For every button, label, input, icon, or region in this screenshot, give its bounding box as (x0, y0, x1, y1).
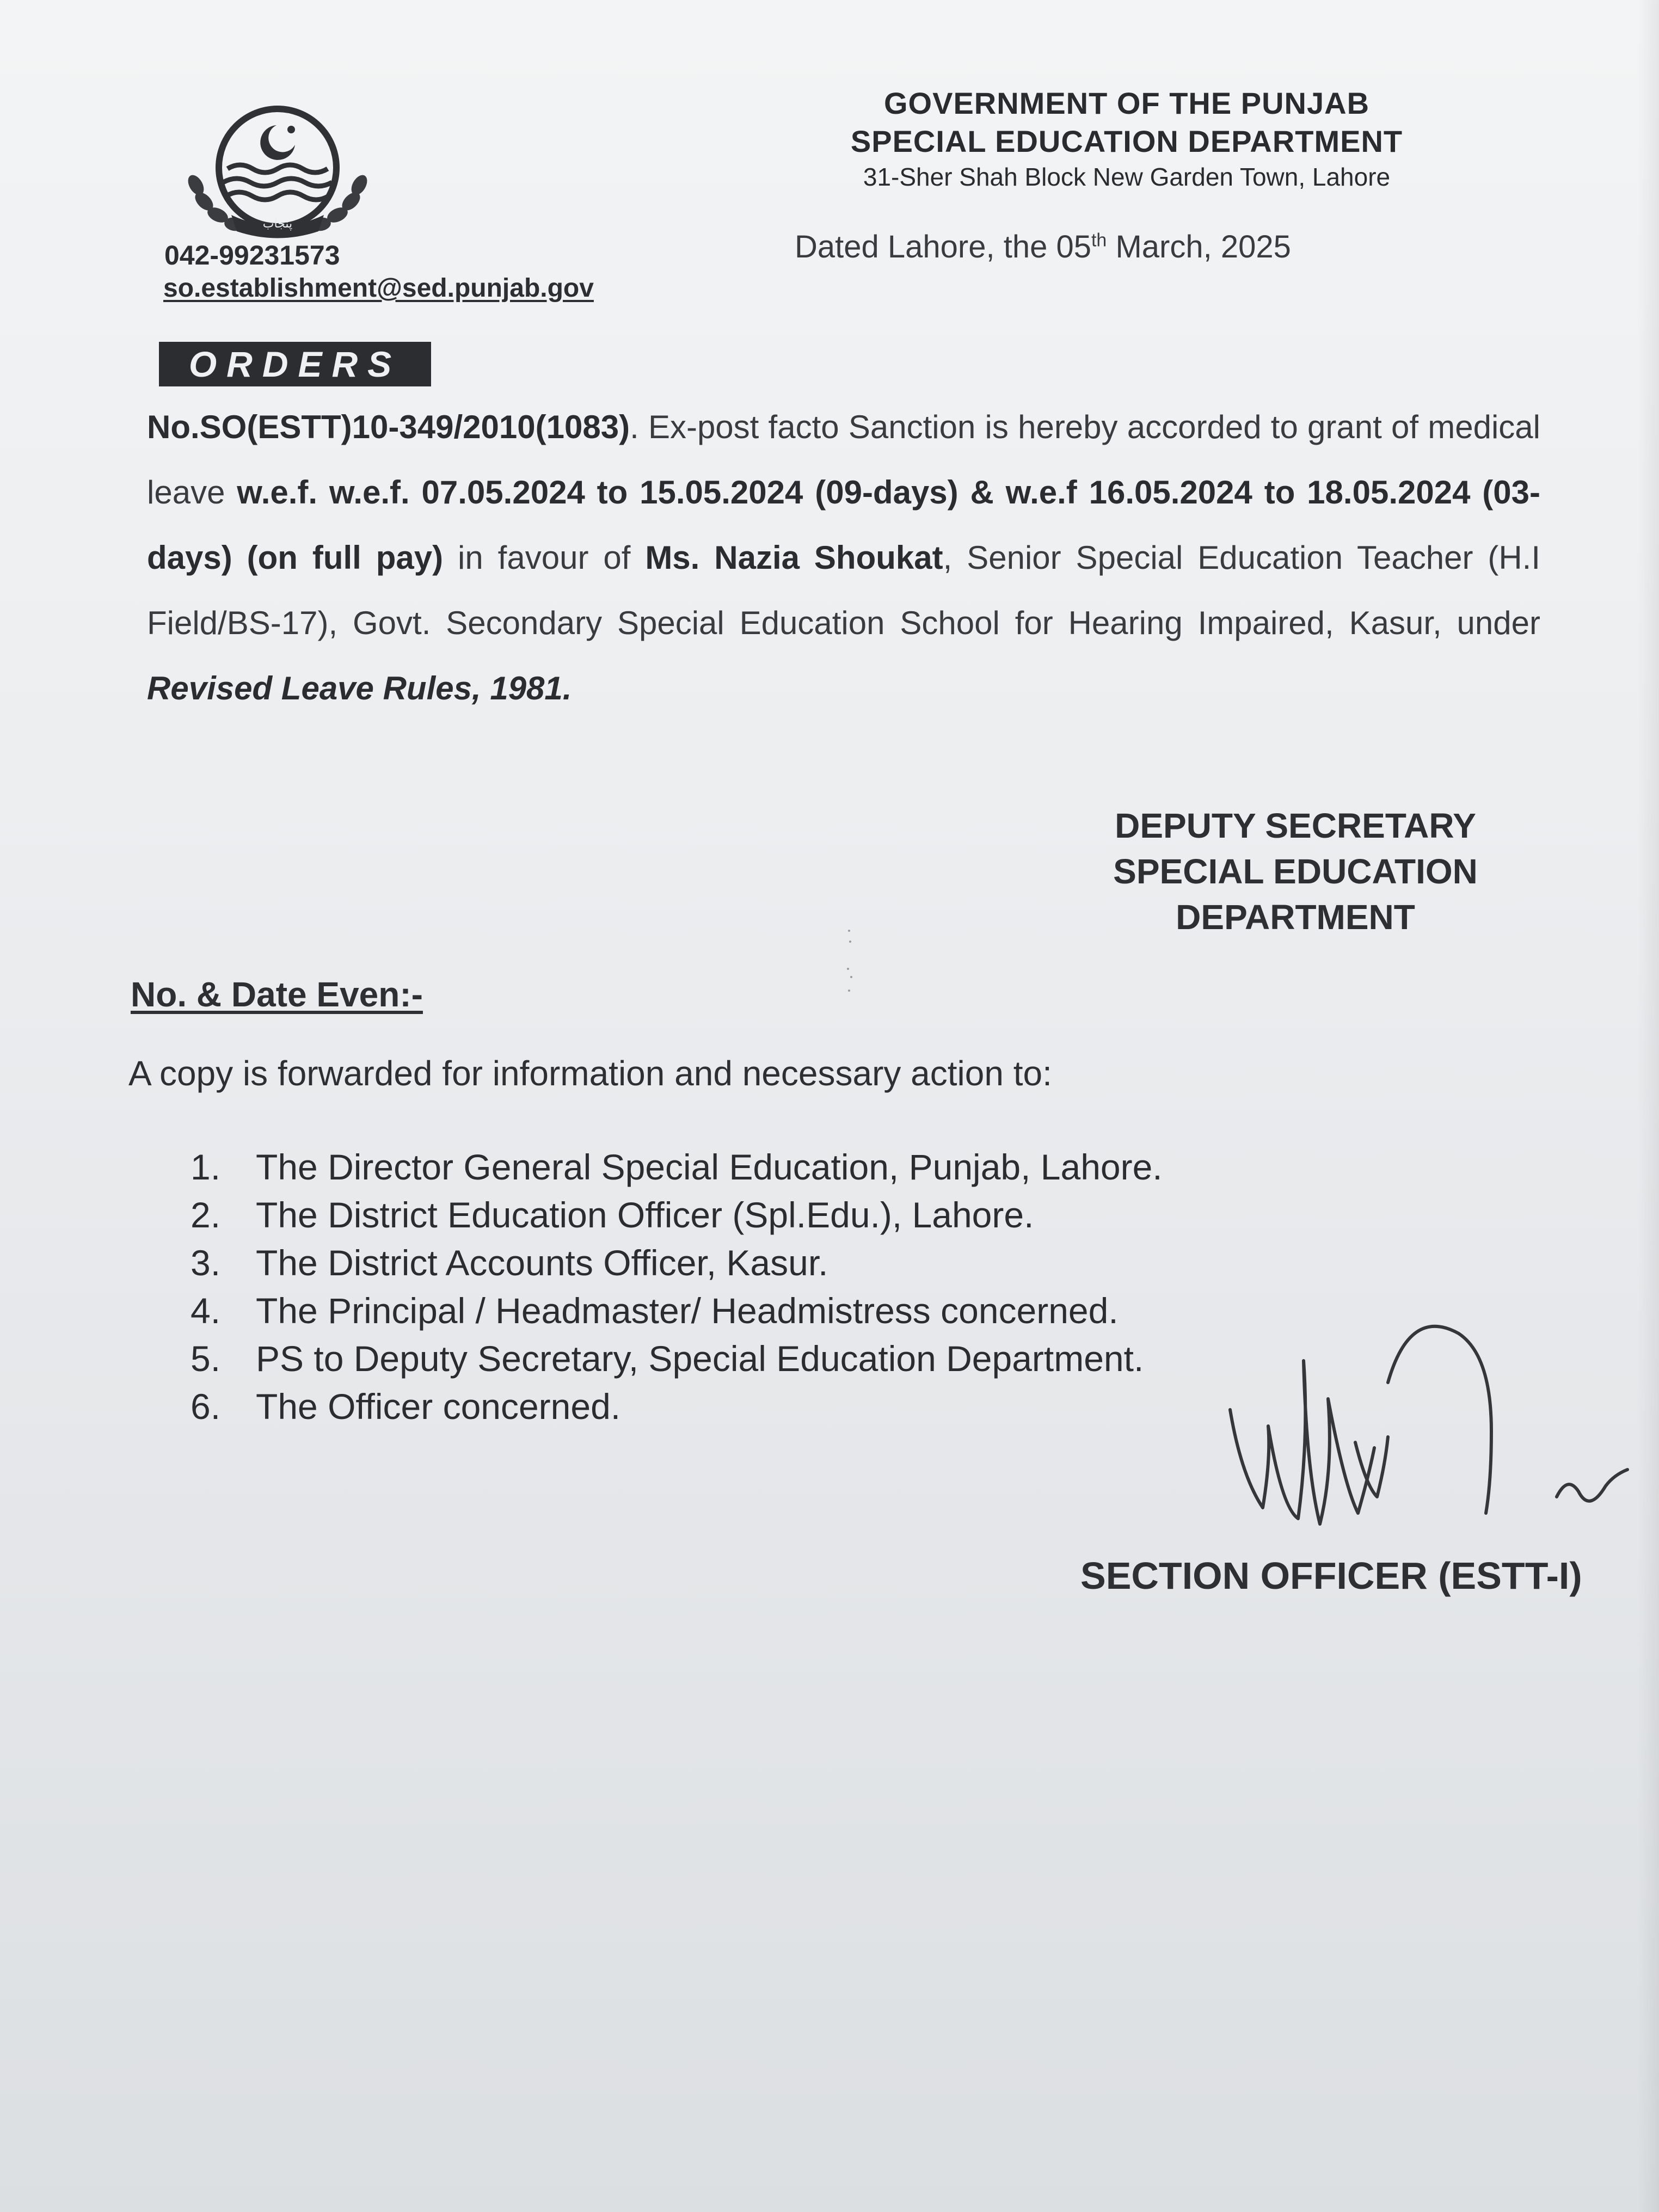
handwritten-signature (1208, 1317, 1655, 1546)
deputy-secretary-signatory (1050, 803, 1540, 940)
list-item-text: The Director General Special Education, Punjab, Lahore. (256, 1147, 1163, 1187)
signatory1-line3: DEPARTMENT (1176, 898, 1415, 937)
list-item-number: 4. (191, 1291, 221, 1331)
seal-icon (180, 103, 376, 239)
contact-email[interactable]: so.establishment@sed.punjab.gov (163, 274, 594, 303)
letterhead-header (773, 84, 1480, 193)
page-edge-shadow (1637, 0, 1659, 2212)
list-item-number: 3. (191, 1243, 221, 1283)
list-item-text: The District Accounts Officer, Kasur. (256, 1243, 828, 1283)
signatory1-line1: DEPUTY SECRETARY (1115, 806, 1476, 845)
list-item (191, 1191, 1442, 1239)
contact-phone: 042-99231573 (164, 240, 340, 271)
leave-period: w.e.f. w.e.f. 07.05.2024 to 15.05.2024 (09-days) & w.e.f 16.05.2024 to 18.05.2024 (03-days) (on full pay) (147, 474, 1540, 576)
government-title: GOVERNMENT OF THE PUNJAB (883, 86, 1370, 120)
employee-name: Ms. Nazia Shoukat (645, 539, 943, 576)
list-item-number: 1. (191, 1147, 221, 1187)
department-address: 31-Sher Shah Block New Garden Town, Lahore (863, 163, 1391, 191)
distribution-intro: A copy is forwarded for information and necessary action to: (128, 1054, 1052, 1093)
signature-icon (1208, 1317, 1655, 1546)
order-paragraph (147, 395, 1540, 721)
list-item-number: 6. (191, 1386, 221, 1427)
list-item (191, 1239, 1442, 1287)
distribution-heading: No. & Date Even:- (131, 975, 423, 1014)
signatory1-line2: SPECIAL EDUCATION (1113, 852, 1478, 891)
list-item-text: The Officer concerned. (256, 1386, 621, 1427)
order-reference-number: No.SO(ESTT)10-349/2010(1083) (147, 409, 630, 445)
order-text-3: , Senior Special Education Teacher (H.I Field/BS-17), Govt. Secondary Special Education School for Hearing Impaired, Kasur, under (147, 539, 1540, 641)
list-item-number: 5. (191, 1338, 221, 1379)
list-item-text: PS to Deputy Secretary, Special Education Department. (256, 1338, 1144, 1379)
section-officer-signatory: SECTION OFFICER (ESTT-I) (1080, 1554, 1582, 1597)
date-prefix: Dated Lahore, the 05 (795, 229, 1091, 265)
punjab-seal-logo (180, 103, 376, 239)
orders-heading: ORDERS (159, 342, 431, 386)
date-ordinal: th (1091, 230, 1107, 251)
paper-speck-marks (838, 925, 871, 996)
list-item (191, 1143, 1442, 1191)
list-item-text: The District Education Officer (Spl.Edu.), Lahore. (256, 1195, 1034, 1235)
leave-rules: Revised Leave Rules, 1981. (147, 670, 572, 706)
seal-text: پنجاب (262, 217, 293, 231)
letter-date (795, 229, 1291, 265)
order-text-1: . Ex-post facto Sanction is hereby accorded to grant of medical leave (147, 409, 1540, 511)
list-item-text: The Principal / Headmaster/ Headmistress concerned. (256, 1291, 1119, 1331)
department-title: SPECIAL EDUCATION DEPARTMENT (850, 124, 1403, 158)
list-item-number: 2. (191, 1195, 221, 1235)
date-suffix: March, 2025 (1107, 229, 1291, 265)
order-text-2: in favour of (443, 539, 646, 576)
